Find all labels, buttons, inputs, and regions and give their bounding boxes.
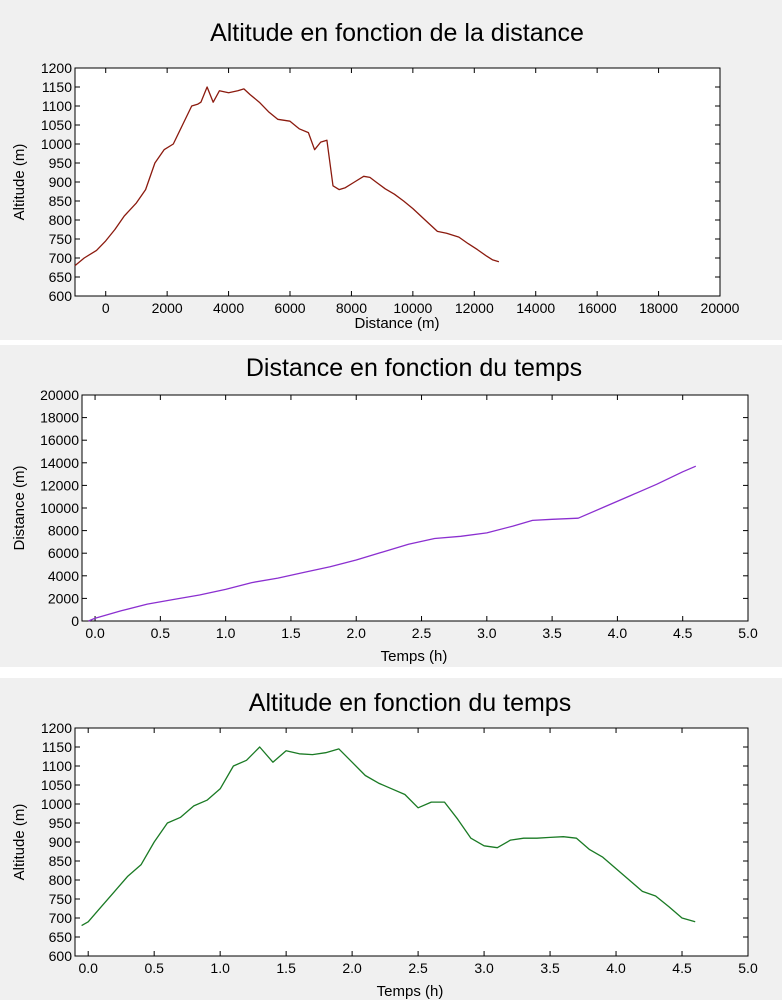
x-tick-label: 1.5 [281, 625, 301, 641]
x-tick-label: 4.0 [607, 625, 628, 641]
y-tick-label: 16000 [40, 432, 79, 449]
y-tick-label: 0 [71, 613, 79, 629]
y-tick-label: 600 [48, 288, 72, 304]
y-tick-label: 1150 [41, 739, 72, 755]
x-tick-label: 0 [101, 300, 110, 316]
y-tick-label: 20000 [40, 387, 79, 403]
x-tick-label: 3.5 [542, 625, 562, 641]
x-tick-label: 0.5 [150, 625, 171, 641]
y-tick-label: 900 [48, 174, 72, 190]
y-tick-label: 1050 [40, 777, 72, 793]
x-axis-label: Distance (m) [354, 315, 440, 332]
y-tick-label: 10000 [40, 500, 79, 516]
x-tick-label: 3.5 [540, 960, 560, 976]
x-tick-label: 5.0 [738, 960, 758, 976]
x-tick-label: 10000 [393, 300, 433, 316]
chart-altitude-time [0, 678, 782, 1000]
x-axis-label: Temps (h) [380, 648, 448, 665]
y-tick-label: 950 [48, 815, 72, 831]
chart-panel-distance-time [0, 345, 782, 667]
x-tick-label: 8000 [335, 300, 368, 316]
y-axis-label: Altitude (m) [11, 143, 28, 221]
y-tick-label: 4000 [47, 567, 79, 584]
y-tick-label: 750 [48, 891, 72, 907]
y-tick-label: 800 [48, 872, 72, 888]
y-tick-label: 12000 [40, 477, 79, 494]
x-tick-label: 5.0 [738, 625, 758, 641]
x-tick-label: 14000 [516, 300, 556, 316]
y-tick-label: 850 [48, 853, 72, 869]
y-tick-label: 2000 [47, 590, 79, 607]
x-tick-label: 4.5 [672, 960, 692, 976]
y-tick-label: 950 [48, 155, 72, 171]
y-tick-label: 1200 [40, 60, 72, 76]
y-tick-label: 700 [48, 250, 72, 266]
chart-title: Altitude en fonction du temps [248, 689, 572, 717]
plot-area [75, 728, 748, 956]
y-tick-label: 700 [48, 910, 72, 926]
x-tick-label: 1.0 [210, 960, 230, 976]
y-tick-label: 14000 [40, 454, 79, 471]
y-tick-label: 1000 [40, 136, 72, 152]
x-tick-label: 20000 [700, 300, 740, 316]
x-tick-label: 0.0 [85, 625, 105, 641]
x-tick-label: 2.5 [411, 625, 432, 641]
y-axis-label: Altitude (m) [11, 803, 28, 881]
x-tick-label: 0.0 [78, 960, 98, 976]
chart-panel-altitude-time [0, 678, 782, 1000]
chart-distance-time [0, 345, 782, 667]
y-tick-label: 6000 [47, 545, 79, 562]
plot-area [82, 395, 748, 621]
x-tick-label: 2.5 [408, 960, 428, 976]
y-tick-label: 750 [48, 231, 72, 247]
x-tick-label: 3.0 [474, 960, 494, 976]
x-tick-label: 4.5 [672, 625, 693, 641]
x-tick-label: 2000 [151, 300, 183, 316]
x-tick-label: 12000 [454, 300, 494, 316]
y-tick-label: 1050 [40, 117, 72, 133]
y-tick-label: 1000 [40, 796, 72, 812]
y-tick-label: 800 [48, 212, 72, 228]
y-tick-label: 1100 [41, 98, 72, 114]
chart-title: Altitude en fonction de la distance [210, 19, 584, 47]
y-tick-label: 1200 [40, 720, 72, 736]
x-tick-label: 3.0 [477, 625, 497, 641]
y-tick-label: 18000 [40, 409, 79, 426]
x-tick-label: 4.0 [606, 960, 626, 976]
y-tick-label: 600 [48, 948, 72, 964]
y-axis-label: Distance (m) [11, 465, 28, 551]
x-tick-label: 1.0 [215, 625, 236, 641]
y-tick-label: 850 [48, 193, 72, 209]
top-strip [0, 0, 782, 10]
plot-area [75, 68, 720, 296]
y-tick-label: 1150 [41, 79, 72, 95]
x-tick-label: 1.5 [276, 960, 296, 976]
chart-title: Distance en fonction du temps [245, 354, 583, 382]
x-tick-label: 16000 [577, 300, 617, 316]
y-tick-label: 1100 [41, 758, 72, 774]
chart-altitude-distance [0, 10, 782, 340]
x-tick-label: 0.5 [144, 960, 164, 976]
x-axis-label: Temps (h) [376, 983, 444, 1000]
chart-panel-altitude-distance [0, 10, 782, 340]
y-tick-label: 8000 [47, 522, 79, 539]
x-tick-label: 2.0 [342, 960, 362, 976]
x-tick-label: 2.0 [346, 625, 366, 641]
x-tick-label: 4000 [212, 300, 245, 316]
x-tick-label: 6000 [274, 300, 306, 316]
y-tick-label: 650 [48, 269, 72, 285]
x-tick-label: 18000 [639, 300, 679, 316]
y-tick-label: 650 [48, 929, 72, 945]
y-tick-label: 900 [48, 834, 72, 850]
